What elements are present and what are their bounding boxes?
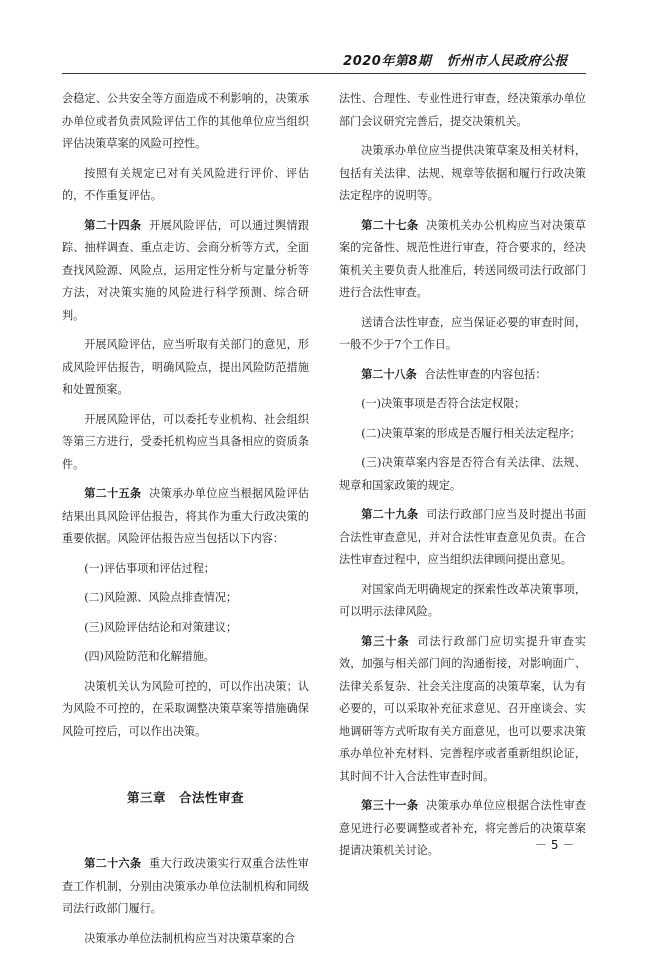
paragraph-text: 决策承办单位应根据合法性审查意见进行必要调整或者补充，将完善后的决策草案提请决策机关讨论。: [339, 799, 586, 857]
paragraph-text: 会稳定、公共安全等方面造成不利影响的，决策承办单位或者负责风险评估工作的其他单位应当组织评估决策草案的风险可控性。: [62, 92, 309, 150]
paragraph-text: (二)决策草案的形成是否履行相关法定程序；: [361, 426, 581, 440]
article-number: 第三十条: [361, 634, 410, 648]
paragraph: [62, 558, 309, 581]
paragraph-text: 按照有关规定已对有关风险进行评价、评估的，不作重复评估。: [62, 166, 309, 202]
paragraph-text: (三)风险评估结论和对策建议；: [84, 620, 238, 634]
chapter-heading: 第三章 合法性审查: [126, 790, 244, 805]
article-paragraph: [62, 483, 309, 551]
article-paragraph: [339, 364, 586, 387]
paragraph: [339, 579, 586, 624]
paragraph-text: (一)评估事项和评估过程；: [84, 561, 215, 575]
paragraph-text: 决策机关办公机构应当对决策草案的完备性、规范性进行审查，符合要求的，经决策机关主要负责人批准后，转送同级司法行政部门进行合法性审查。: [339, 218, 586, 299]
paragraph-text: 开展风险评估，应当听取有关部门的意见，形成风险评估报告，明确风险点，提出风险防范措施和处置预案。: [62, 338, 309, 396]
article-paragraph: [339, 215, 586, 305]
paragraph: [62, 928, 309, 951]
article-paragraph: [62, 215, 309, 328]
paragraph-text: 司法行政部门应当及时提出书面合法性审查意见，并对合法性审查意见负责。在合法性审查过程中，应当组织法律顾问提出意见。: [339, 508, 586, 566]
paragraph: [62, 334, 309, 402]
left-column: [62, 88, 309, 957]
paragraph-text: (四)风险防范和化解措施。: [84, 650, 215, 663]
paragraph-text: 决策承办单位法制机构应当对决策草案的合: [84, 931, 295, 945]
paragraph-text: 决策机关认为风险可控的，可以作出决策；认为风险不可控的，在采取调整决策草案等措施确保风险可控后，可以作出决策。: [62, 679, 309, 738]
article-number: 第二十九条: [361, 508, 419, 521]
article-number: 第二十七条: [361, 218, 419, 232]
article-number: 第二十六条: [84, 857, 142, 870]
article-number: 第二十八条: [361, 367, 417, 381]
paragraph: [62, 676, 309, 744]
page-header: [343, 50, 568, 69]
paragraph-text: 送请合法性审查，应当保证必要的审查时间，一般不少于7个工作日。: [339, 315, 586, 351]
article-number: 第二十五条: [84, 487, 142, 500]
paragraph: [339, 312, 586, 357]
article-paragraph: [62, 853, 309, 921]
paragraph-text: 法性、合理性、专业性进行审查，经决策承办单位部门会议研究完善后，提交决策机关。: [339, 92, 586, 128]
article-number: 第三十一条: [361, 799, 419, 812]
paragraph-text: 司法行政部门应切实提升审查实效，加强与相关部门间的沟通衔接，对影响面广、法律关系复杂、社会关注度高的决策草案，认为有必要的，可以采取补充征求意见、召开座谈会、实地调研等方式听取有关方面意见，也可以要求决策承办单位补充材料、完善程序或者重新组织论证，其时间不计入合法性审查时间。: [339, 634, 586, 783]
article-number: 第二十四条: [84, 218, 142, 232]
paragraph-text: (一)决策事项是否符合法定权限；: [361, 397, 526, 410]
paragraph-text: 对国家尚无明确规定的探索性改革决策事项，可以明示法律风险。: [339, 582, 586, 618]
paragraph-text: 合法性审查的内容包括：: [424, 367, 547, 381]
paragraph-text: 开展风险评估，可以委托专业机构、社会组织等第三方进行，受委托机构应当具备相应的资质条件。: [62, 412, 309, 471]
paragraph: [339, 452, 586, 497]
publication-title: 忻州市人民政府公报: [446, 54, 568, 69]
paragraph: [339, 140, 586, 208]
paragraph-text: (三)决策草案内容是否符合有关法律、法规、规章和国家政策的规定。: [339, 456, 586, 492]
paragraph: [62, 409, 309, 477]
paragraph-text: 重大行政决策实行双重合法性审查工作机制，分别由决策承办单位法制机构和同级司法行政部门履行。: [62, 857, 309, 915]
paragraph: [62, 587, 309, 610]
paragraph-text: 开展风险评估，可以通过舆情跟踪、抽样调查、重点走访、会商分析等方式，全面查找风险源、风险点，运用定性分析与定量分析等方法，对决策实施的风险进行科学预测、综合研判。: [62, 218, 309, 322]
article-paragraph: [339, 504, 586, 572]
paragraph: [62, 646, 309, 669]
paragraph: [62, 88, 309, 156]
paragraph-text: 决策承办单位应当提供决策草案及相关材料，包括有关法律、法规、规章等依据和履行行政决策法定程序的说明等。: [339, 144, 586, 202]
paragraph: [62, 617, 309, 640]
issue-label: 2020年第8期: [343, 54, 432, 69]
paragraph-text: 决策承办单位应当根据风险评估结果出具风险评估报告，将其作为重大行政决策的重要依据。风险评估报告应当包括以下内容：: [62, 487, 309, 545]
paragraph: [339, 393, 586, 416]
page-number: － 5 －: [535, 838, 575, 852]
header-divider: [62, 73, 586, 74]
paragraph-text: (二)风险源、风险点排查情况；: [84, 591, 238, 604]
paragraph: [339, 423, 586, 446]
paragraph: [339, 88, 586, 133]
paragraph: [62, 163, 309, 208]
article-paragraph: [339, 631, 586, 789]
right-column: [339, 88, 586, 870]
